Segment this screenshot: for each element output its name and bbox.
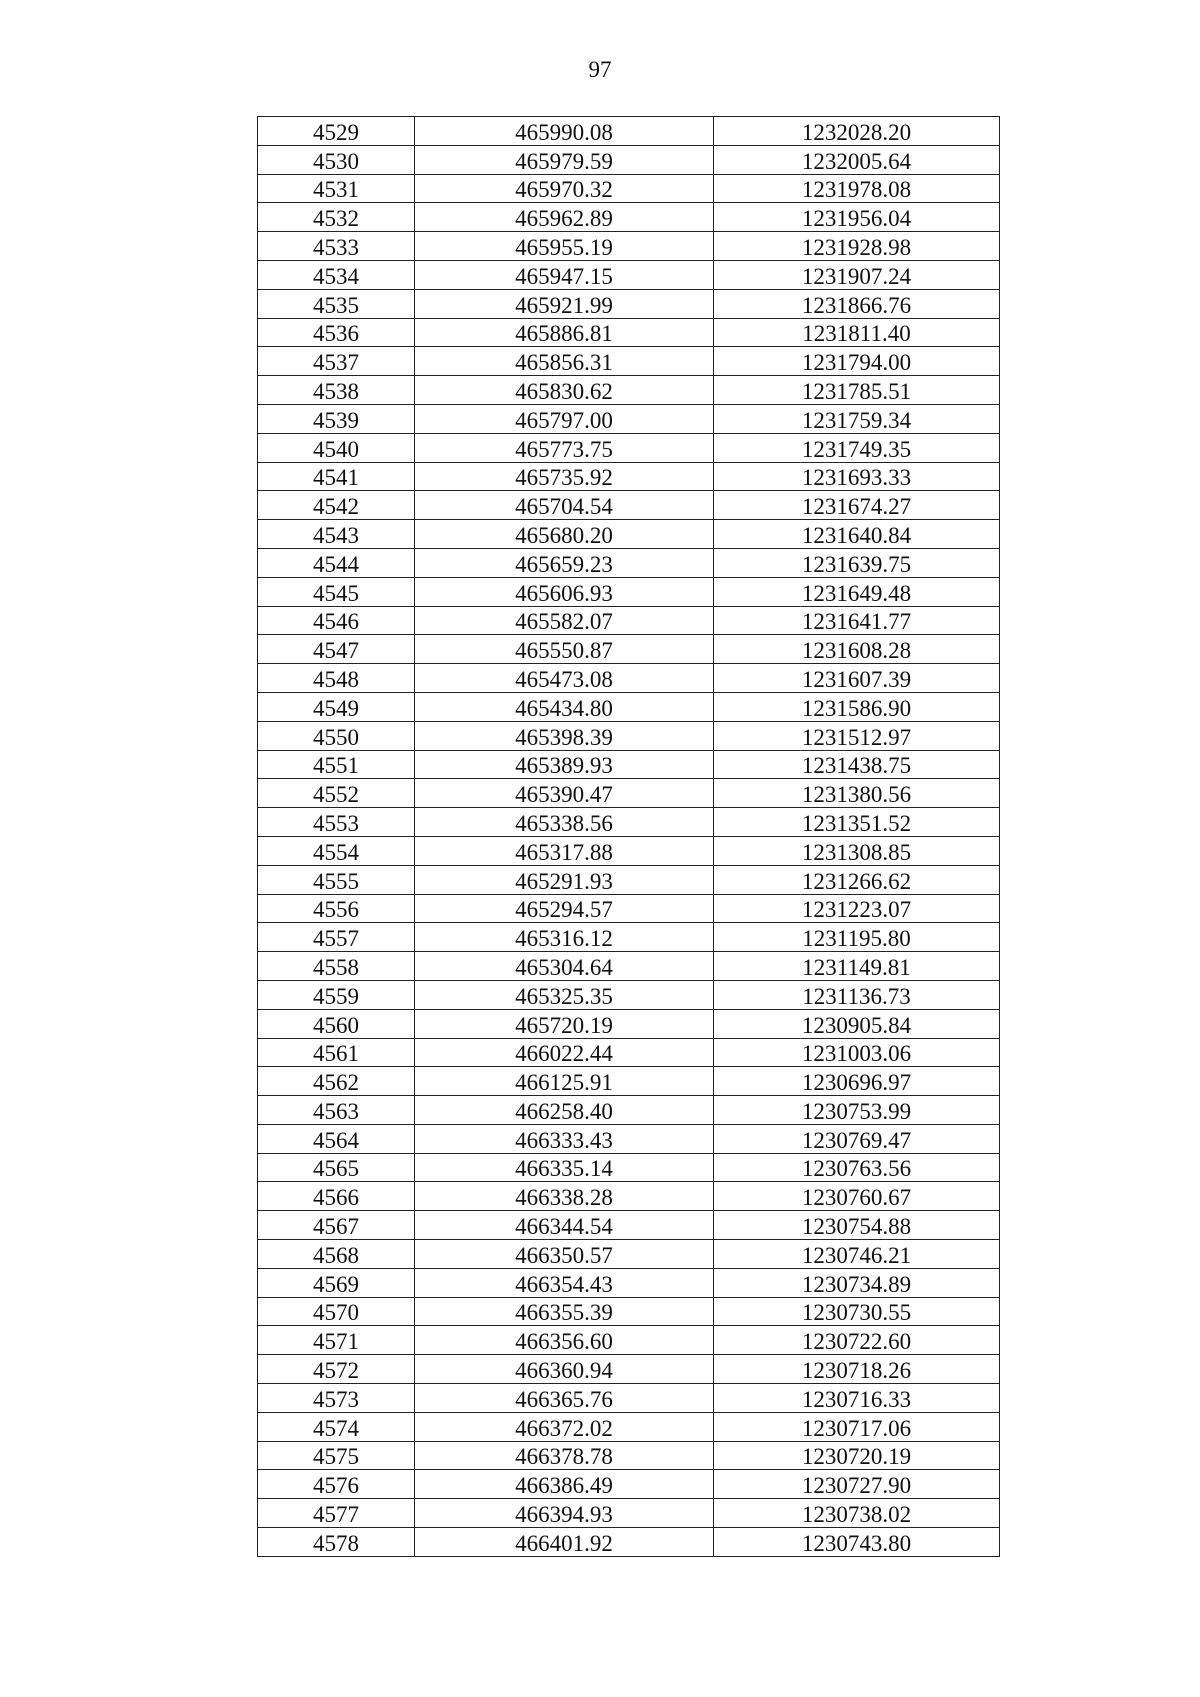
y-coordinate-cell: 1231607.39 — [714, 664, 1000, 693]
x-coordinate-cell: 465659.23 — [415, 548, 714, 577]
y-coordinate-cell: 1231351.52 — [714, 808, 1000, 837]
y-coordinate-cell: 1231811.40 — [714, 318, 1000, 347]
point-number-cell: 4561 — [258, 1038, 415, 1067]
table-row — [258, 952, 1000, 981]
x-coordinate-cell: 465606.93 — [415, 577, 714, 606]
y-coordinate-cell: 1230720.19 — [714, 1441, 1000, 1470]
point-number-cell: 4529 — [258, 117, 415, 146]
point-number-cell: 4573 — [258, 1384, 415, 1413]
y-coordinate-cell: 1230727.90 — [714, 1470, 1000, 1499]
table-row — [258, 923, 1000, 952]
table-row — [258, 721, 1000, 750]
point-number-cell: 4560 — [258, 1009, 415, 1038]
table-row — [258, 692, 1000, 721]
x-coordinate-cell: 465304.64 — [415, 952, 714, 981]
x-coordinate-cell: 465830.62 — [415, 376, 714, 405]
point-number-cell: 4577 — [258, 1499, 415, 1528]
point-number-cell: 4564 — [258, 1124, 415, 1153]
y-coordinate-cell: 1231639.75 — [714, 548, 1000, 577]
y-coordinate-cell: 1231308.85 — [714, 836, 1000, 865]
point-number-cell: 4557 — [258, 923, 415, 952]
x-coordinate-cell: 466333.43 — [415, 1124, 714, 1153]
y-coordinate-cell: 1231674.27 — [714, 491, 1000, 520]
x-coordinate-cell: 465962.89 — [415, 203, 714, 232]
table-row — [258, 1412, 1000, 1441]
y-coordinate-cell: 1231749.35 — [714, 433, 1000, 462]
table-row — [258, 635, 1000, 664]
point-number-cell: 4578 — [258, 1528, 415, 1557]
y-coordinate-cell: 1230722.60 — [714, 1326, 1000, 1355]
x-coordinate-cell: 465856.31 — [415, 347, 714, 376]
point-number-cell: 4544 — [258, 548, 415, 577]
point-number-cell: 4556 — [258, 894, 415, 923]
table-row — [258, 433, 1000, 462]
x-coordinate-cell: 465390.47 — [415, 779, 714, 808]
table-row — [258, 808, 1000, 837]
x-coordinate-cell: 466401.92 — [415, 1528, 714, 1557]
table-row — [258, 836, 1000, 865]
x-coordinate-cell: 465389.93 — [415, 750, 714, 779]
y-coordinate-cell: 1231380.56 — [714, 779, 1000, 808]
table-row — [258, 289, 1000, 318]
point-number-cell: 4531 — [258, 174, 415, 203]
x-coordinate-cell: 465797.00 — [415, 404, 714, 433]
y-coordinate-cell: 1231438.75 — [714, 750, 1000, 779]
y-coordinate-cell: 1230763.56 — [714, 1153, 1000, 1182]
table-row — [258, 1528, 1000, 1557]
table-row — [258, 606, 1000, 635]
y-coordinate-cell: 1230905.84 — [714, 1009, 1000, 1038]
x-coordinate-cell: 465294.57 — [415, 894, 714, 923]
point-number-cell: 4569 — [258, 1268, 415, 1297]
x-coordinate-cell: 466386.49 — [415, 1470, 714, 1499]
y-coordinate-cell: 1231641.77 — [714, 606, 1000, 635]
table-row — [258, 750, 1000, 779]
point-number-cell: 4576 — [258, 1470, 415, 1499]
table-row — [258, 980, 1000, 1009]
x-coordinate-cell: 465955.19 — [415, 232, 714, 261]
x-coordinate-cell: 466350.57 — [415, 1240, 714, 1269]
x-coordinate-cell: 465947.15 — [415, 260, 714, 289]
y-coordinate-cell: 1232005.64 — [714, 145, 1000, 174]
table-row — [258, 145, 1000, 174]
x-coordinate-cell: 465398.39 — [415, 721, 714, 750]
x-coordinate-cell: 465316.12 — [415, 923, 714, 952]
x-coordinate-cell: 466394.93 — [415, 1499, 714, 1528]
x-coordinate-cell: 465434.80 — [415, 692, 714, 721]
x-coordinate-cell: 465582.07 — [415, 606, 714, 635]
y-coordinate-cell: 1231693.33 — [714, 462, 1000, 491]
table-row — [258, 1009, 1000, 1038]
y-coordinate-cell: 1231586.90 — [714, 692, 1000, 721]
point-number-cell: 4543 — [258, 520, 415, 549]
point-number-cell: 4553 — [258, 808, 415, 837]
table-row — [258, 1384, 1000, 1413]
table-row — [258, 174, 1000, 203]
y-coordinate-cell: 1231907.24 — [714, 260, 1000, 289]
table-row — [258, 203, 1000, 232]
point-number-cell: 4539 — [258, 404, 415, 433]
table-row — [258, 491, 1000, 520]
y-coordinate-cell: 1231195.80 — [714, 923, 1000, 952]
table-row — [258, 1326, 1000, 1355]
x-coordinate-cell: 465990.08 — [415, 117, 714, 146]
point-number-cell: 4542 — [258, 491, 415, 520]
x-coordinate-cell: 466338.28 — [415, 1182, 714, 1211]
y-coordinate-cell: 1231978.08 — [714, 174, 1000, 203]
table-row — [258, 894, 1000, 923]
table-row — [258, 1240, 1000, 1269]
table-row — [258, 1355, 1000, 1384]
table-row — [258, 1268, 1000, 1297]
point-number-cell: 4571 — [258, 1326, 415, 1355]
table-row — [258, 1441, 1000, 1470]
y-coordinate-cell: 1230769.47 — [714, 1124, 1000, 1153]
x-coordinate-cell: 465550.87 — [415, 635, 714, 664]
y-coordinate-cell: 1231759.34 — [714, 404, 1000, 433]
coordinates-table — [257, 116, 1000, 1557]
table-row — [258, 577, 1000, 606]
y-coordinate-cell: 1231866.76 — [714, 289, 1000, 318]
y-coordinate-cell: 1231512.97 — [714, 721, 1000, 750]
y-coordinate-cell: 1230696.97 — [714, 1067, 1000, 1096]
point-number-cell: 4574 — [258, 1412, 415, 1441]
table-row — [258, 520, 1000, 549]
y-coordinate-cell: 1231003.06 — [714, 1038, 1000, 1067]
y-coordinate-cell: 1231928.98 — [714, 232, 1000, 261]
y-coordinate-cell: 1230734.89 — [714, 1268, 1000, 1297]
point-number-cell: 4558 — [258, 952, 415, 981]
table-row — [258, 1067, 1000, 1096]
x-coordinate-cell: 465979.59 — [415, 145, 714, 174]
x-coordinate-cell: 466125.91 — [415, 1067, 714, 1096]
y-coordinate-cell: 1231149.81 — [714, 952, 1000, 981]
table-row — [258, 232, 1000, 261]
y-coordinate-cell: 1231785.51 — [714, 376, 1000, 405]
point-number-cell: 4537 — [258, 347, 415, 376]
point-number-cell: 4545 — [258, 577, 415, 606]
point-number-cell: 4570 — [258, 1297, 415, 1326]
point-number-cell: 4546 — [258, 606, 415, 635]
x-coordinate-cell: 466335.14 — [415, 1153, 714, 1182]
y-coordinate-cell: 1230738.02 — [714, 1499, 1000, 1528]
point-number-cell: 4567 — [258, 1211, 415, 1240]
point-number-cell: 4548 — [258, 664, 415, 693]
y-coordinate-cell: 1230717.06 — [714, 1412, 1000, 1441]
x-coordinate-cell: 465886.81 — [415, 318, 714, 347]
x-coordinate-cell: 465680.20 — [415, 520, 714, 549]
point-number-cell: 4566 — [258, 1182, 415, 1211]
point-number-cell: 4563 — [258, 1096, 415, 1125]
x-coordinate-cell: 465773.75 — [415, 433, 714, 462]
table-row — [258, 865, 1000, 894]
point-number-cell: 4565 — [258, 1153, 415, 1182]
point-number-cell: 4559 — [258, 980, 415, 1009]
point-number-cell: 4535 — [258, 289, 415, 318]
x-coordinate-cell: 465970.32 — [415, 174, 714, 203]
x-coordinate-cell: 465473.08 — [415, 664, 714, 693]
y-coordinate-cell: 1232028.20 — [714, 117, 1000, 146]
y-coordinate-cell: 1231266.62 — [714, 865, 1000, 894]
x-coordinate-cell: 465704.54 — [415, 491, 714, 520]
y-coordinate-cell: 1231223.07 — [714, 894, 1000, 923]
y-coordinate-cell: 1230718.26 — [714, 1355, 1000, 1384]
x-coordinate-cell: 465720.19 — [415, 1009, 714, 1038]
table-row — [258, 1211, 1000, 1240]
point-number-cell: 4549 — [258, 692, 415, 721]
y-coordinate-cell: 1231640.84 — [714, 520, 1000, 549]
point-number-cell: 4534 — [258, 260, 415, 289]
x-coordinate-cell: 465338.56 — [415, 808, 714, 837]
y-coordinate-cell: 1231649.48 — [714, 577, 1000, 606]
x-coordinate-cell: 466354.43 — [415, 1268, 714, 1297]
point-number-cell: 4540 — [258, 433, 415, 462]
table-row — [258, 1297, 1000, 1326]
table-row — [258, 548, 1000, 577]
table-row — [258, 260, 1000, 289]
table-row — [258, 404, 1000, 433]
point-number-cell: 4575 — [258, 1441, 415, 1470]
table-row — [258, 1124, 1000, 1153]
table-row — [258, 1470, 1000, 1499]
point-number-cell: 4551 — [258, 750, 415, 779]
table-row — [258, 462, 1000, 491]
table-row — [258, 779, 1000, 808]
table-row — [258, 664, 1000, 693]
coordinates-table-body — [258, 117, 1000, 1557]
x-coordinate-cell: 465325.35 — [415, 980, 714, 1009]
table-row — [258, 1096, 1000, 1125]
x-coordinate-cell: 466258.40 — [415, 1096, 714, 1125]
table-row — [258, 1153, 1000, 1182]
table-row — [258, 117, 1000, 146]
table-row — [258, 1038, 1000, 1067]
point-number-cell: 4541 — [258, 462, 415, 491]
point-number-cell: 4533 — [258, 232, 415, 261]
y-coordinate-cell: 1231136.73 — [714, 980, 1000, 1009]
x-coordinate-cell: 466365.76 — [415, 1384, 714, 1413]
point-number-cell: 4547 — [258, 635, 415, 664]
x-coordinate-cell: 466378.78 — [415, 1441, 714, 1470]
y-coordinate-cell: 1230754.88 — [714, 1211, 1000, 1240]
point-number-cell: 4532 — [258, 203, 415, 232]
x-coordinate-cell: 465921.99 — [415, 289, 714, 318]
x-coordinate-cell: 466355.39 — [415, 1297, 714, 1326]
point-number-cell: 4538 — [258, 376, 415, 405]
point-number-cell: 4568 — [258, 1240, 415, 1269]
x-coordinate-cell: 466360.94 — [415, 1355, 714, 1384]
page-number: 97 — [588, 57, 612, 82]
table-row — [258, 1499, 1000, 1528]
y-coordinate-cell: 1230746.21 — [714, 1240, 1000, 1269]
y-coordinate-cell: 1231794.00 — [714, 347, 1000, 376]
x-coordinate-cell: 465291.93 — [415, 865, 714, 894]
point-number-cell: 4530 — [258, 145, 415, 174]
x-coordinate-cell: 466356.60 — [415, 1326, 714, 1355]
table-row — [258, 376, 1000, 405]
point-number-cell: 4554 — [258, 836, 415, 865]
table-row — [258, 318, 1000, 347]
x-coordinate-cell: 466372.02 — [415, 1412, 714, 1441]
x-coordinate-cell: 465735.92 — [415, 462, 714, 491]
y-coordinate-cell: 1230753.99 — [714, 1096, 1000, 1125]
point-number-cell: 4572 — [258, 1355, 415, 1384]
point-number-cell: 4536 — [258, 318, 415, 347]
table-row — [258, 1182, 1000, 1211]
x-coordinate-cell: 465317.88 — [415, 836, 714, 865]
y-coordinate-cell: 1230760.67 — [714, 1182, 1000, 1211]
y-coordinate-cell: 1231608.28 — [714, 635, 1000, 664]
table-row — [258, 347, 1000, 376]
point-number-cell: 4562 — [258, 1067, 415, 1096]
y-coordinate-cell: 1231956.04 — [714, 203, 1000, 232]
y-coordinate-cell: 1230716.33 — [714, 1384, 1000, 1413]
point-number-cell: 4555 — [258, 865, 415, 894]
y-coordinate-cell: 1230743.80 — [714, 1528, 1000, 1557]
point-number-cell: 4550 — [258, 721, 415, 750]
y-coordinate-cell: 1230730.55 — [714, 1297, 1000, 1326]
point-number-cell: 4552 — [258, 779, 415, 808]
x-coordinate-cell: 466022.44 — [415, 1038, 714, 1067]
x-coordinate-cell: 466344.54 — [415, 1211, 714, 1240]
